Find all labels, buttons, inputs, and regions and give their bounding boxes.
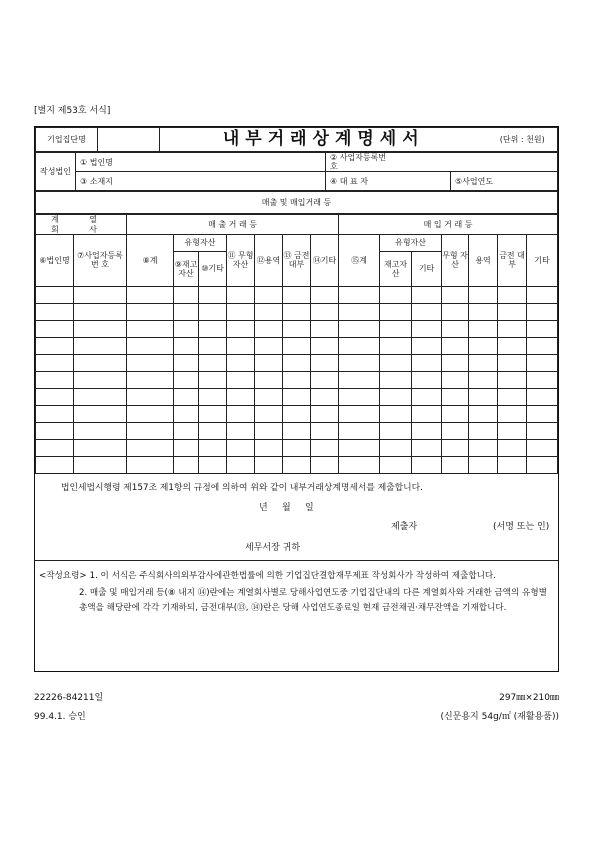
- table-cell[interactable]: [74, 354, 127, 371]
- table-cell[interactable]: [442, 303, 469, 320]
- table-cell[interactable]: [339, 371, 380, 388]
- table-cell[interactable]: [36, 320, 74, 337]
- table-cell[interactable]: [442, 320, 469, 337]
- table-cell[interactable]: [412, 303, 442, 320]
- fiscal-year-field[interactable]: [499, 172, 558, 191]
- table-cell[interactable]: [311, 405, 339, 422]
- table-cell[interactable]: [380, 371, 412, 388]
- table-cell[interactable]: [199, 405, 227, 422]
- table-cell[interactable]: [127, 303, 174, 320]
- table-cell[interactable]: [527, 439, 558, 456]
- table-cell[interactable]: [174, 439, 199, 456]
- table-cell[interactable]: [199, 371, 227, 388]
- table-cell[interactable]: [283, 354, 311, 371]
- table-cell[interactable]: [380, 303, 412, 320]
- table-cell[interactable]: [339, 388, 380, 405]
- table-cell[interactable]: [469, 337, 498, 354]
- table-cell[interactable]: [36, 286, 74, 303]
- table-cell[interactable]: [174, 303, 199, 320]
- table-cell[interactable]: [527, 456, 558, 473]
- table-cell[interactable]: [412, 320, 442, 337]
- table-cell[interactable]: [255, 320, 283, 337]
- table-row: [36, 337, 558, 354]
- table-cell[interactable]: [498, 422, 527, 439]
- notes-block: [35, 561, 558, 616]
- table-cell[interactable]: [412, 371, 442, 388]
- table-cell[interactable]: [227, 303, 255, 320]
- table-cell[interactable]: [174, 388, 199, 405]
- table-cell[interactable]: [469, 371, 498, 388]
- table-cell[interactable]: [74, 456, 127, 473]
- table-cell[interactable]: [36, 456, 74, 473]
- table-cell[interactable]: [199, 337, 227, 354]
- table-cell[interactable]: [227, 320, 255, 337]
- table-cell[interactable]: [127, 320, 174, 337]
- table-cell[interactable]: [227, 405, 255, 422]
- col-reg-no: ⑦사업자등록 번 호: [74, 234, 127, 286]
- table-cell[interactable]: [498, 320, 527, 337]
- table-cell[interactable]: [442, 337, 469, 354]
- table-cell[interactable]: [174, 371, 199, 388]
- table-cell[interactable]: [412, 405, 442, 422]
- form-number-tag: [별지 제53호 서식]: [34, 106, 111, 116]
- approval-date: 99.4.1. 승인: [34, 712, 86, 722]
- table-cell[interactable]: [412, 422, 442, 439]
- table-cell[interactable]: [339, 286, 380, 303]
- table-cell[interactable]: [311, 439, 339, 456]
- table-cell[interactable]: [339, 303, 380, 320]
- table-cell[interactable]: [74, 337, 127, 354]
- table-cell[interactable]: [527, 286, 558, 303]
- table-cell[interactable]: [255, 303, 283, 320]
- table-cell[interactable]: [227, 422, 255, 439]
- table-cell[interactable]: [74, 405, 127, 422]
- table-cell[interactable]: [442, 371, 469, 388]
- table-cell[interactable]: [442, 439, 469, 456]
- table-cell[interactable]: [442, 422, 469, 439]
- col-corp-name: ⑥법인명: [36, 234, 74, 286]
- table-cell[interactable]: [227, 371, 255, 388]
- table-cell[interactable]: [498, 439, 527, 456]
- table-cell[interactable]: [74, 422, 127, 439]
- form-code: 22226-84211일: [34, 693, 104, 703]
- table-cell[interactable]: [469, 354, 498, 371]
- addressee-label: 세무서장 귀하: [245, 542, 301, 553]
- table-cell[interactable]: [469, 388, 498, 405]
- table-cell[interactable]: [174, 320, 199, 337]
- table-cell[interactable]: [527, 320, 558, 337]
- paper-size: 297㎜×210㎜: [499, 693, 559, 703]
- col-purchase-total: ⑮계: [339, 234, 380, 286]
- address-label: ③ 소재지: [76, 172, 126, 191]
- table-cell[interactable]: [311, 337, 339, 354]
- table-cell[interactable]: [527, 303, 558, 320]
- fiscal-year-label: ⑤사업연도: [451, 172, 499, 191]
- table-cell[interactable]: [380, 405, 412, 422]
- table-cell[interactable]: [127, 388, 174, 405]
- table-cell[interactable]: [498, 286, 527, 303]
- table-cell[interactable]: [174, 354, 199, 371]
- table-cell[interactable]: [74, 286, 127, 303]
- table-row: [36, 303, 558, 320]
- table-cell[interactable]: [498, 456, 527, 473]
- table-cell[interactable]: [74, 388, 127, 405]
- group-name-label: 기업집단명: [36, 128, 98, 152]
- table-cell[interactable]: [199, 456, 227, 473]
- table-cell[interactable]: [469, 303, 498, 320]
- table-cell[interactable]: [412, 439, 442, 456]
- address-field[interactable]: [126, 172, 326, 191]
- table-cell[interactable]: [127, 405, 174, 422]
- table-cell[interactable]: [442, 456, 469, 473]
- col-p-intangible: 무형 자산: [442, 234, 469, 286]
- table-cell[interactable]: [174, 286, 199, 303]
- table-cell[interactable]: [498, 337, 527, 354]
- table-cell[interactable]: [380, 286, 412, 303]
- table-cell[interactable]: [74, 371, 127, 388]
- table-cell[interactable]: [311, 422, 339, 439]
- declaration-block: [35, 474, 558, 561]
- table-cell[interactable]: [339, 405, 380, 422]
- reg-no-field[interactable]: [391, 153, 558, 172]
- table-cell[interactable]: [311, 388, 339, 405]
- table-cell[interactable]: [255, 405, 283, 422]
- table-cell[interactable]: [255, 388, 283, 405]
- table-cell[interactable]: [36, 405, 74, 422]
- table-cell[interactable]: [380, 422, 412, 439]
- table-row: [36, 422, 558, 439]
- table-cell[interactable]: [227, 354, 255, 371]
- form-frame: [34, 126, 559, 672]
- note-2-text: 2. 매출 및 매입거래 등(⑧ 내지 ⑭)란에는 계열회사별로 당해사업연도중 기업집단내의 다른 계열회사와 거래한 금액의 유형별 총액을 해당란에 각각 기재하되, 금전대부(⑬, ⑭)란은 당해 사업연도종료일 현재 금전채권·채무잔액을 기재합니다.: [79, 587, 547, 613]
- table-cell[interactable]: [469, 456, 498, 473]
- table-cell[interactable]: [227, 337, 255, 354]
- col-p-inventory: 재고자 산: [380, 251, 412, 286]
- table-cell[interactable]: [380, 320, 412, 337]
- table-cell[interactable]: [255, 354, 283, 371]
- table-cell[interactable]: [442, 388, 469, 405]
- table-cell[interactable]: [36, 422, 74, 439]
- table-cell[interactable]: [255, 371, 283, 388]
- col-inventory: ⑨재고 자산: [174, 251, 199, 286]
- table-cell[interactable]: [442, 354, 469, 371]
- notes-label: <작성요령>: [39, 570, 87, 581]
- table-cell[interactable]: [127, 371, 174, 388]
- transactions-table: [35, 214, 558, 473]
- table-cell[interactable]: [527, 422, 558, 439]
- col-p-other-tangible: 기타: [412, 251, 442, 286]
- table-cell[interactable]: [412, 354, 442, 371]
- table-cell[interactable]: [283, 405, 311, 422]
- table-cell[interactable]: [498, 405, 527, 422]
- purchase-header: 매 입 거 래 등: [339, 215, 558, 234]
- col-loan: ⑬ 금전 대부: [283, 234, 311, 286]
- col-tangible: 유형자산: [174, 234, 227, 251]
- table-cell[interactable]: [127, 456, 174, 473]
- table-cell[interactable]: [339, 422, 380, 439]
- table-cell[interactable]: [380, 354, 412, 371]
- table-row: [36, 439, 558, 456]
- table-cell[interactable]: [527, 405, 558, 422]
- table-cell[interactable]: [255, 286, 283, 303]
- table-cell[interactable]: [311, 354, 339, 371]
- table-cell[interactable]: [127, 286, 174, 303]
- table-cell[interactable]: [469, 422, 498, 439]
- table-cell[interactable]: [339, 456, 380, 473]
- table-cell[interactable]: [227, 286, 255, 303]
- col-p-loan: 금전 대부: [498, 234, 527, 286]
- table-cell[interactable]: [412, 337, 442, 354]
- table-cell[interactable]: [283, 388, 311, 405]
- table-cell[interactable]: [199, 388, 227, 405]
- section-title: 매출 및 매입거래 등: [36, 192, 558, 214]
- table-cell[interactable]: [127, 337, 174, 354]
- table-cell[interactable]: [36, 371, 74, 388]
- table-cell[interactable]: [36, 303, 74, 320]
- table-cell[interactable]: [412, 286, 442, 303]
- table-cell[interactable]: [174, 337, 199, 354]
- table-row: [36, 320, 558, 337]
- reg-no-label: ② 사업자등록번호: [326, 153, 391, 172]
- table-cell[interactable]: [380, 439, 412, 456]
- table-cell[interactable]: [36, 439, 74, 456]
- table-cell[interactable]: [469, 320, 498, 337]
- table-cell[interactable]: [199, 354, 227, 371]
- table-cell[interactable]: [174, 456, 199, 473]
- table-cell[interactable]: [469, 439, 498, 456]
- table-row: [36, 286, 558, 303]
- table-cell[interactable]: [283, 320, 311, 337]
- affiliate-header: 계 열 회 사: [36, 215, 127, 234]
- table-cell[interactable]: [199, 439, 227, 456]
- declaration-date: 년 월 일: [259, 502, 314, 513]
- paper-type: (신문용지 54g/㎡ (재활용품)): [440, 712, 559, 722]
- table-cell[interactable]: [339, 337, 380, 354]
- table-cell[interactable]: [498, 354, 527, 371]
- form-title: 내부거래상계명세서: [160, 128, 488, 152]
- table-cell[interactable]: [339, 354, 380, 371]
- table-cell[interactable]: [412, 388, 442, 405]
- table-cell[interactable]: [311, 320, 339, 337]
- corp-name-field[interactable]: [126, 153, 326, 172]
- table-cell[interactable]: [339, 320, 380, 337]
- table-cell[interactable]: [74, 439, 127, 456]
- table-cell[interactable]: [36, 388, 74, 405]
- table-cell[interactable]: [174, 405, 199, 422]
- col-intangible: ⑪ 무형 자산: [227, 234, 255, 286]
- header-table: [35, 127, 558, 152]
- table-row: [36, 354, 558, 371]
- table-cell[interactable]: [255, 456, 283, 473]
- submitter-label: 제출자: [391, 521, 418, 532]
- col-p-other: 기타: [527, 234, 558, 286]
- table-cell[interactable]: [498, 388, 527, 405]
- table-cell[interactable]: [199, 422, 227, 439]
- table-cell[interactable]: [199, 320, 227, 337]
- corp-name-label: ① 법인명: [76, 153, 126, 172]
- table-row: [36, 405, 558, 422]
- table-cell[interactable]: [283, 337, 311, 354]
- col-other-tangible: ⑩기타: [199, 251, 227, 286]
- table-cell[interactable]: [127, 439, 174, 456]
- table-row: [36, 388, 558, 405]
- table-cell[interactable]: [283, 422, 311, 439]
- note-1: [39, 569, 552, 584]
- table-cell[interactable]: [339, 439, 380, 456]
- table-cell[interactable]: [199, 303, 227, 320]
- table-cell[interactable]: [412, 456, 442, 473]
- filer-label: 작성법인: [36, 153, 76, 191]
- table-cell[interactable]: [283, 456, 311, 473]
- table-cell[interactable]: [311, 303, 339, 320]
- table-cell[interactable]: [498, 371, 527, 388]
- table-cell[interactable]: [442, 286, 469, 303]
- representative-label: ④ 대 표 자: [326, 172, 391, 191]
- table-cell[interactable]: [469, 286, 498, 303]
- representative-field[interactable]: [391, 172, 451, 191]
- table-cell[interactable]: [255, 439, 283, 456]
- table-cell[interactable]: [380, 456, 412, 473]
- table-cell[interactable]: [311, 456, 339, 473]
- table-cell[interactable]: [527, 371, 558, 388]
- table-row: [36, 371, 558, 388]
- table-cell[interactable]: [255, 422, 283, 439]
- table-cell[interactable]: [527, 354, 558, 371]
- table-cell[interactable]: [227, 456, 255, 473]
- table-cell[interactable]: [74, 303, 127, 320]
- table-cell[interactable]: [227, 388, 255, 405]
- table-cell[interactable]: [498, 303, 527, 320]
- table-cell[interactable]: [283, 303, 311, 320]
- filer-table: [35, 152, 558, 191]
- table-cell[interactable]: [283, 286, 311, 303]
- group-name-field[interactable]: [98, 128, 160, 152]
- table-cell[interactable]: [442, 405, 469, 422]
- table-cell[interactable]: [227, 439, 255, 456]
- table-cell[interactable]: [127, 422, 174, 439]
- data-rows: [36, 286, 558, 473]
- signature-label: (서명 또는 인): [493, 521, 550, 532]
- col-p-service: 용역: [469, 234, 498, 286]
- table-cell[interactable]: [469, 405, 498, 422]
- table-row: [36, 456, 558, 473]
- table-cell[interactable]: [74, 320, 127, 337]
- col-service: ⑫용역: [255, 234, 283, 286]
- section-title-table: [35, 191, 558, 214]
- unit-label: (단위 : 천원): [488, 128, 558, 152]
- table-cell[interactable]: [36, 337, 74, 354]
- col-p-tangible: 유형자산: [380, 234, 442, 251]
- sales-header: 매 출 거 래 등: [127, 215, 339, 234]
- declaration-text: 법인세법시행령 제157조 제1항의 규정에 의하여 위와 같이 내부거래상계명세서를 제출합니다.: [61, 482, 423, 493]
- table-cell[interactable]: [174, 422, 199, 439]
- note-1-text: 1. 이 서식은 주식회사의외부감사에관한법률에 의한 기업집단결합재무제표 작성회사가 작성하여 제출합니다.: [89, 570, 496, 581]
- table-cell[interactable]: [127, 354, 174, 371]
- table-cell[interactable]: [199, 286, 227, 303]
- col-other: ⑭기타: [311, 234, 339, 286]
- table-cell[interactable]: [283, 371, 311, 388]
- table-cell[interactable]: [311, 286, 339, 303]
- table-cell[interactable]: [527, 388, 558, 405]
- table-cell[interactable]: [255, 337, 283, 354]
- table-cell[interactable]: [527, 337, 558, 354]
- table-cell[interactable]: [380, 337, 412, 354]
- col-sales-total: ⑧계: [127, 234, 174, 286]
- table-cell[interactable]: [283, 439, 311, 456]
- table-cell[interactable]: [380, 388, 412, 405]
- table-cell[interactable]: [36, 354, 74, 371]
- table-cell[interactable]: [311, 371, 339, 388]
